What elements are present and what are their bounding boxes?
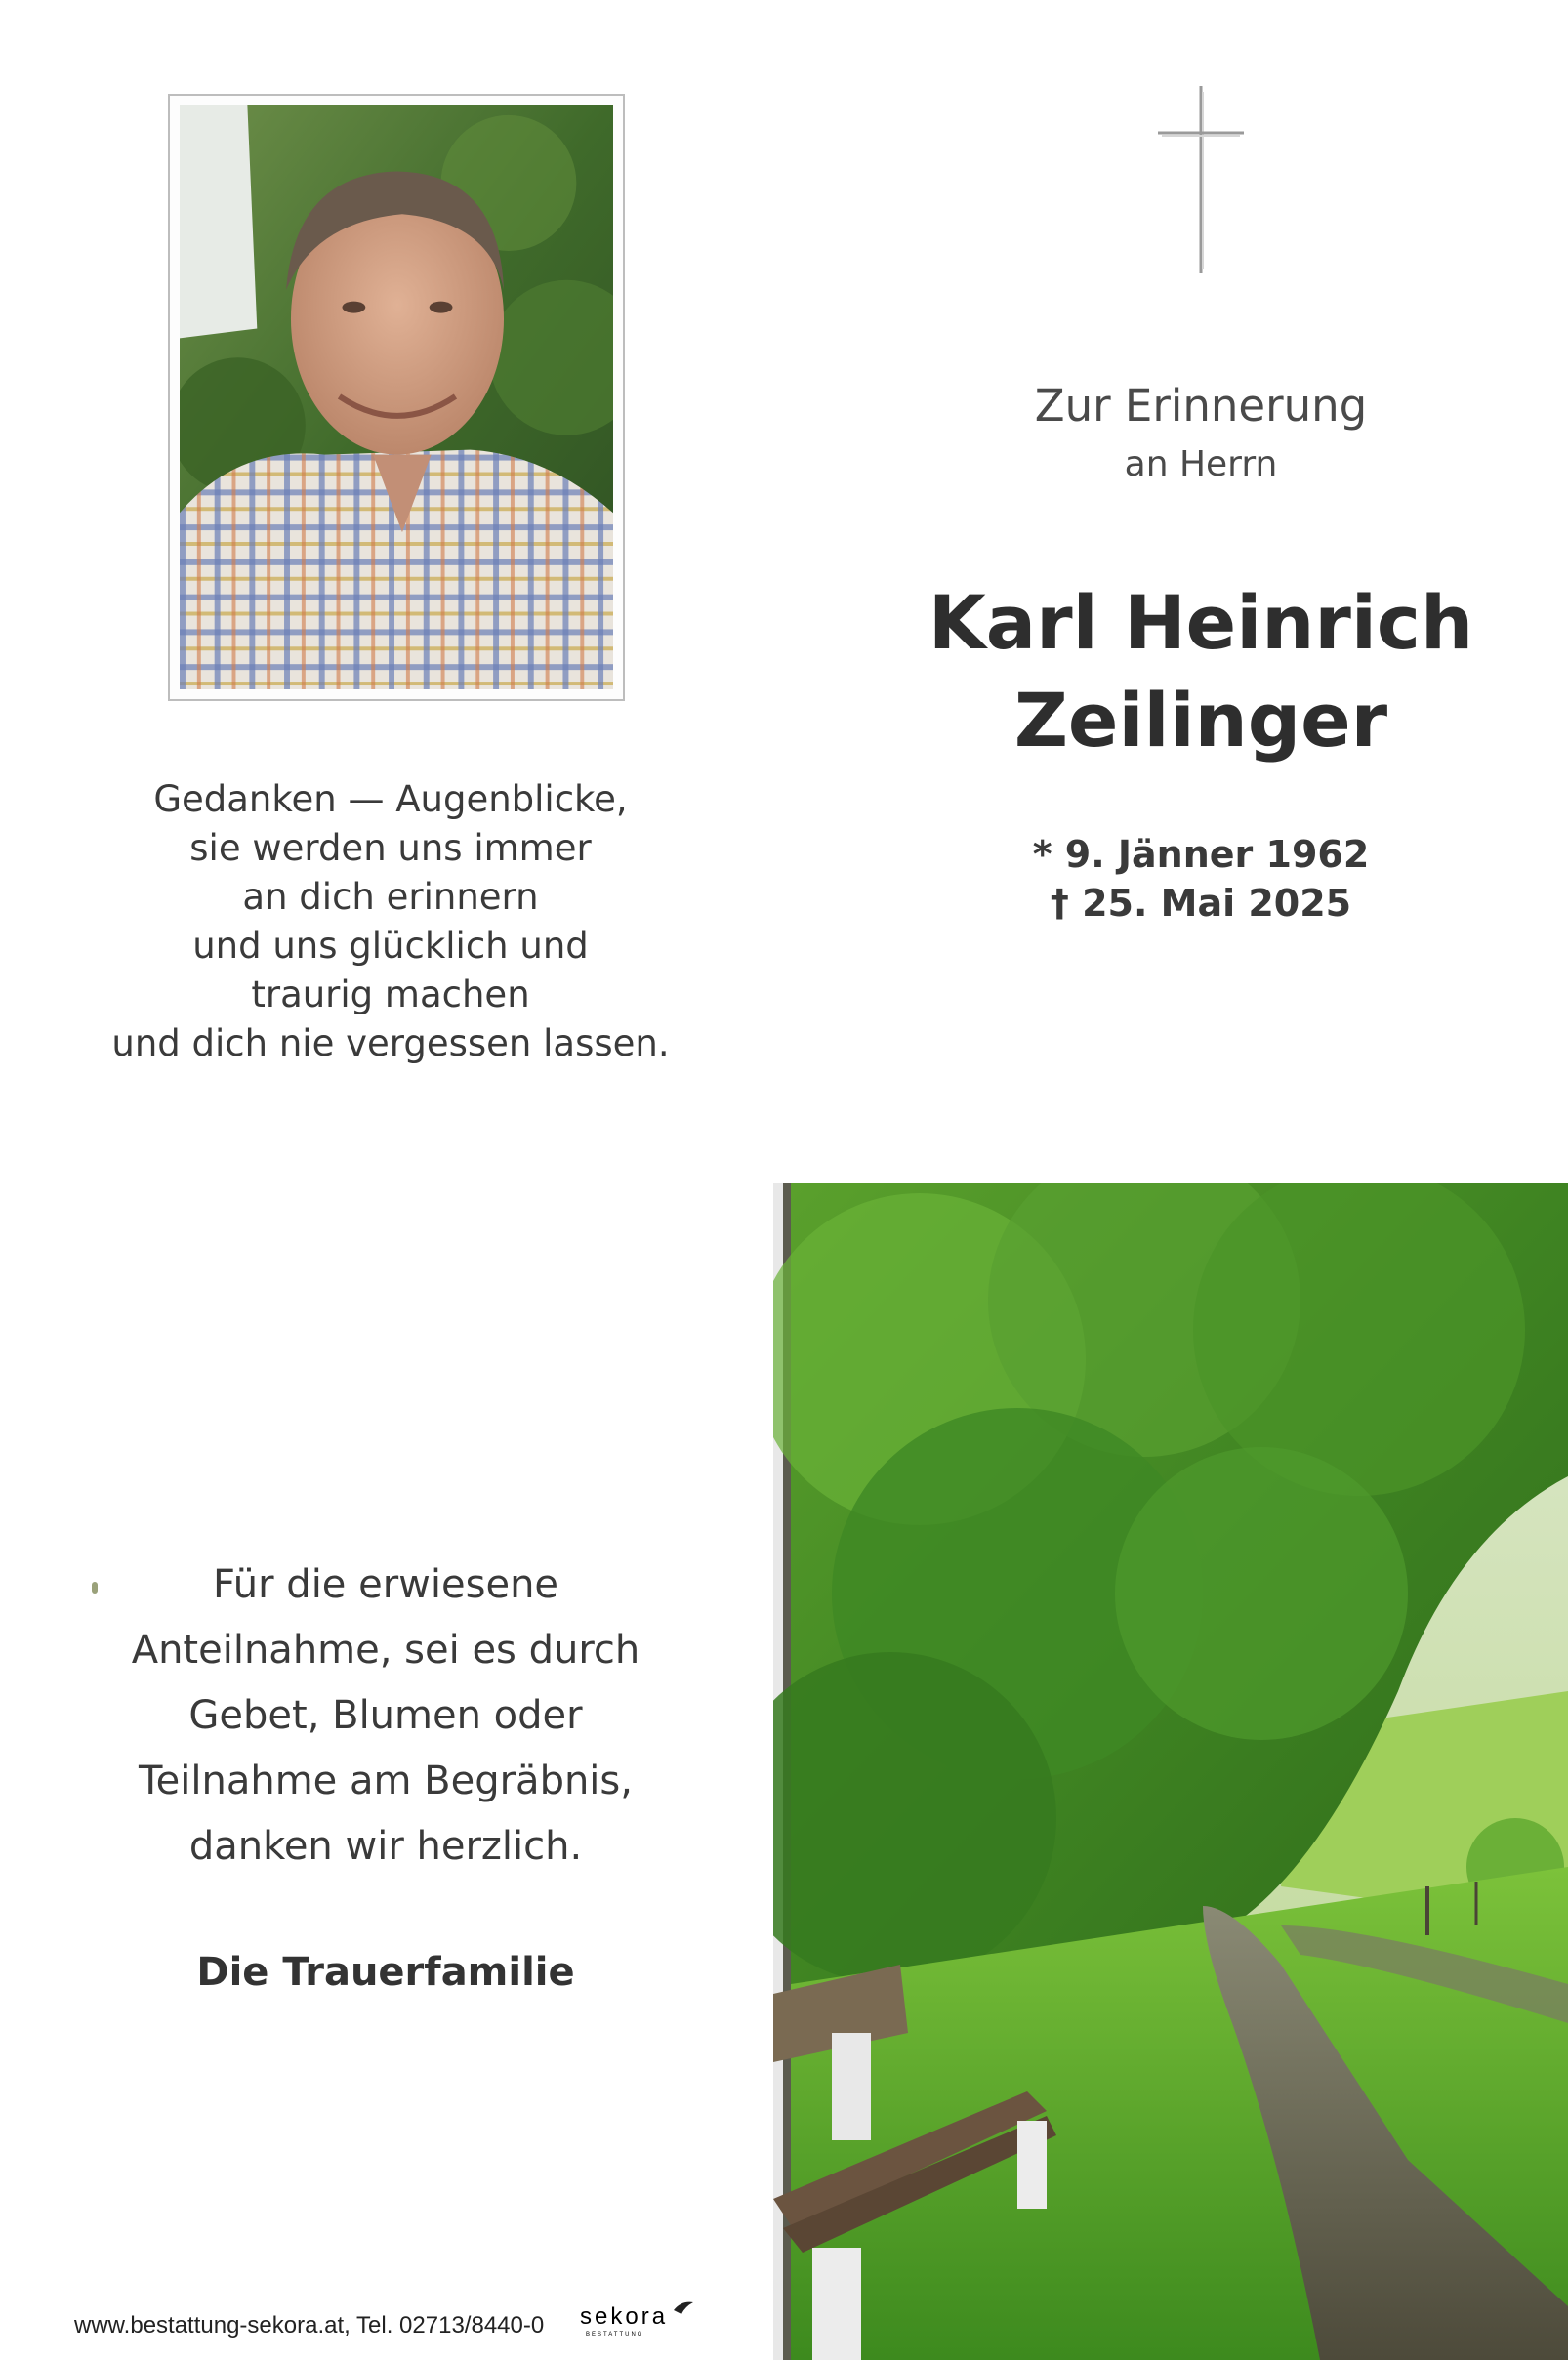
sekora-logo xyxy=(580,2298,697,2341)
thanks-line: Für die erwiesene xyxy=(212,1562,559,1607)
portrait-photo xyxy=(180,105,613,689)
deceased-first-names: Karl Heinrich xyxy=(928,579,1474,666)
logo-subtitle: BESTATTUNG xyxy=(586,2332,644,2338)
thanks-message xyxy=(59,1553,713,1880)
landscape-photo xyxy=(773,1183,1568,2360)
poem-line: an dich erinnern xyxy=(242,876,539,918)
poem-line: Gedanken — Augenblicke, xyxy=(153,778,628,820)
memorial-heading: Zur Erinnerung xyxy=(1034,380,1368,432)
funeral-home-contact: www.bestattung-sekora.at, Tel. 02713/8440-0 xyxy=(74,2312,545,2339)
thanks-line: Teilnahme am Begräbnis, xyxy=(139,1759,633,1803)
poem-line: sie werden uns immer xyxy=(189,827,592,869)
deceased-surname: Zeilinger xyxy=(1013,677,1388,764)
cross-icon xyxy=(1152,84,1250,275)
portrait-photo-frame xyxy=(168,94,625,701)
poem-line: und dich nie vergessen lassen. xyxy=(111,1022,670,1064)
thanks-line: Anteilnahme, sei es durch xyxy=(131,1628,640,1673)
logo-wordmark: sekora xyxy=(580,2303,669,2330)
poem-line: und uns glücklich und xyxy=(192,925,589,967)
poem xyxy=(78,775,703,1068)
family-signature: Die Trauerfamilie xyxy=(196,1950,575,1995)
death-date: † 25. Mai 2025 xyxy=(1050,882,1352,925)
leaf-icon xyxy=(674,2302,693,2314)
thanks-line: danken wir herzlich. xyxy=(188,1824,583,1869)
birth-date: * 9. Jänner 1962 xyxy=(1032,833,1370,876)
memorial-subheading: an Herrn xyxy=(1124,444,1278,484)
thanks-line: Gebet, Blumen oder xyxy=(188,1693,583,1738)
poem-line: traurig machen xyxy=(251,973,530,1015)
